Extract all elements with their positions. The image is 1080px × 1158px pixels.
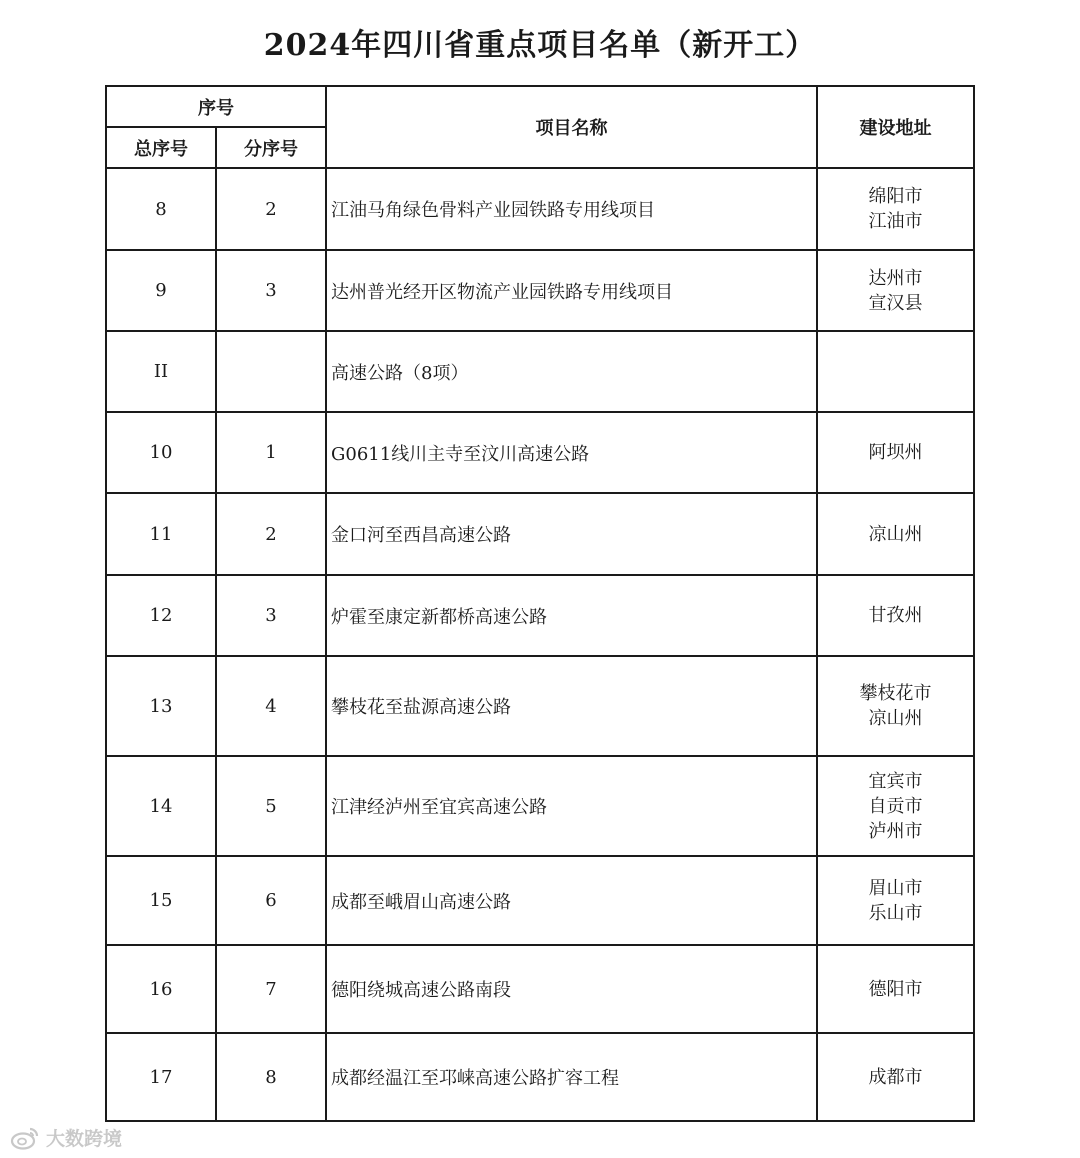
location-line: 攀枝花市 [859, 683, 932, 704]
table-header [106, 86, 974, 168]
cell-total-seq: 9 [106, 250, 216, 331]
table-row [106, 168, 974, 250]
cell-project-name: 炉霍至康定新都桥高速公路 [326, 575, 817, 656]
cell-total-seq: 13 [106, 656, 216, 756]
cell-location [817, 493, 974, 575]
location-line: 自贡市 [868, 795, 923, 817]
location-line: 成都市 [868, 1066, 923, 1088]
cell-location [817, 656, 974, 756]
cell-total-seq: 10 [106, 412, 216, 493]
header-project-name: 项目名称 [326, 86, 817, 168]
cell-sub-seq: 2 [216, 168, 326, 250]
cell-total-seq: 14 [106, 756, 216, 856]
cell-project-name: 高速公路（8项） [326, 331, 817, 412]
location-line: 德阳市 [868, 978, 923, 1000]
location-line: 宜宾市 [868, 770, 923, 792]
cell-total-seq: 17 [106, 1033, 216, 1121]
location-line: 绵阳市 [868, 186, 923, 207]
cell-sub-seq: 4 [216, 656, 326, 756]
location-line: 江油市 [868, 211, 923, 232]
table-row [106, 856, 974, 945]
page-title: 2024年四川省重点项目名单（新开工） [263, 28, 817, 63]
cell-location [817, 945, 974, 1033]
cell-sub-seq [216, 331, 326, 412]
cell-project-name: 成都至峨眉山高速公路 [326, 856, 817, 945]
table-row [106, 575, 974, 656]
location-line: 阿坝州 [868, 442, 923, 463]
cell-total-seq: II [106, 331, 216, 412]
cell-total-seq: 8 [106, 168, 216, 250]
header-sub-seq: 分序号 [216, 127, 326, 168]
cell-location [817, 412, 974, 493]
location-line: 甘孜州 [868, 605, 923, 626]
header-location: 建设地址 [817, 86, 974, 168]
cell-location [817, 575, 974, 656]
cell-location [817, 756, 974, 856]
table-row [106, 756, 974, 856]
cell-total-seq: 15 [106, 856, 216, 945]
table-body [106, 168, 974, 1121]
cell-sub-seq: 8 [216, 1033, 326, 1121]
watermark-text: 大数跨境 [46, 1128, 123, 1150]
table-row [106, 945, 974, 1033]
cell-total-seq: 16 [106, 945, 216, 1033]
table-row [106, 1033, 974, 1121]
cell-total-seq: 11 [106, 493, 216, 575]
cell-sub-seq: 5 [216, 756, 326, 856]
location-line: 泸州市 [868, 820, 923, 842]
cell-project-name: 攀枝花至盐源高速公路 [326, 656, 817, 756]
cell-project-name: G0611线川主寺至汶川高速公路 [326, 412, 817, 493]
watermark [10, 1124, 122, 1151]
cell-project-name: 达州普光经开区物流产业园铁路专用线项目 [326, 250, 817, 331]
cell-location [817, 250, 974, 331]
table-row [106, 250, 974, 331]
weibo-logo-icon [10, 1126, 40, 1150]
cell-project-name: 江油马角绿色骨料产业园铁路专用线项目 [326, 168, 817, 250]
cell-location [817, 168, 974, 250]
project-table [105, 85, 975, 1122]
location-line: 乐山市 [868, 902, 923, 924]
cell-location [817, 331, 974, 412]
cell-sub-seq: 2 [216, 493, 326, 575]
location-line: 宣汉县 [868, 292, 923, 314]
cell-sub-seq: 6 [216, 856, 326, 945]
cell-sub-seq: 3 [216, 575, 326, 656]
cell-location [817, 856, 974, 945]
cell-project-name: 江津经泸州至宜宾高速公路 [326, 756, 817, 856]
table-row [106, 412, 974, 493]
location-line: 眉山市 [868, 877, 923, 899]
location-line: 达州市 [868, 267, 923, 289]
table-row [106, 656, 974, 756]
location-line: 凉山州 [868, 708, 923, 729]
cell-sub-seq: 3 [216, 250, 326, 331]
cell-project-name: 德阳绕城高速公路南段 [326, 945, 817, 1033]
header-total-seq: 总序号 [106, 127, 216, 168]
cell-location [817, 1033, 974, 1121]
location-line: 凉山州 [868, 523, 923, 545]
cell-sub-seq: 7 [216, 945, 326, 1033]
cell-project-name: 金口河至西昌高速公路 [326, 493, 817, 575]
cell-sub-seq: 1 [216, 412, 326, 493]
table-row [106, 493, 974, 575]
cell-total-seq: 12 [106, 575, 216, 656]
cell-project-name: 成都经温江至邛崃高速公路扩容工程 [326, 1033, 817, 1121]
table-row [106, 331, 974, 412]
header-seq-group: 序号 [106, 86, 326, 127]
